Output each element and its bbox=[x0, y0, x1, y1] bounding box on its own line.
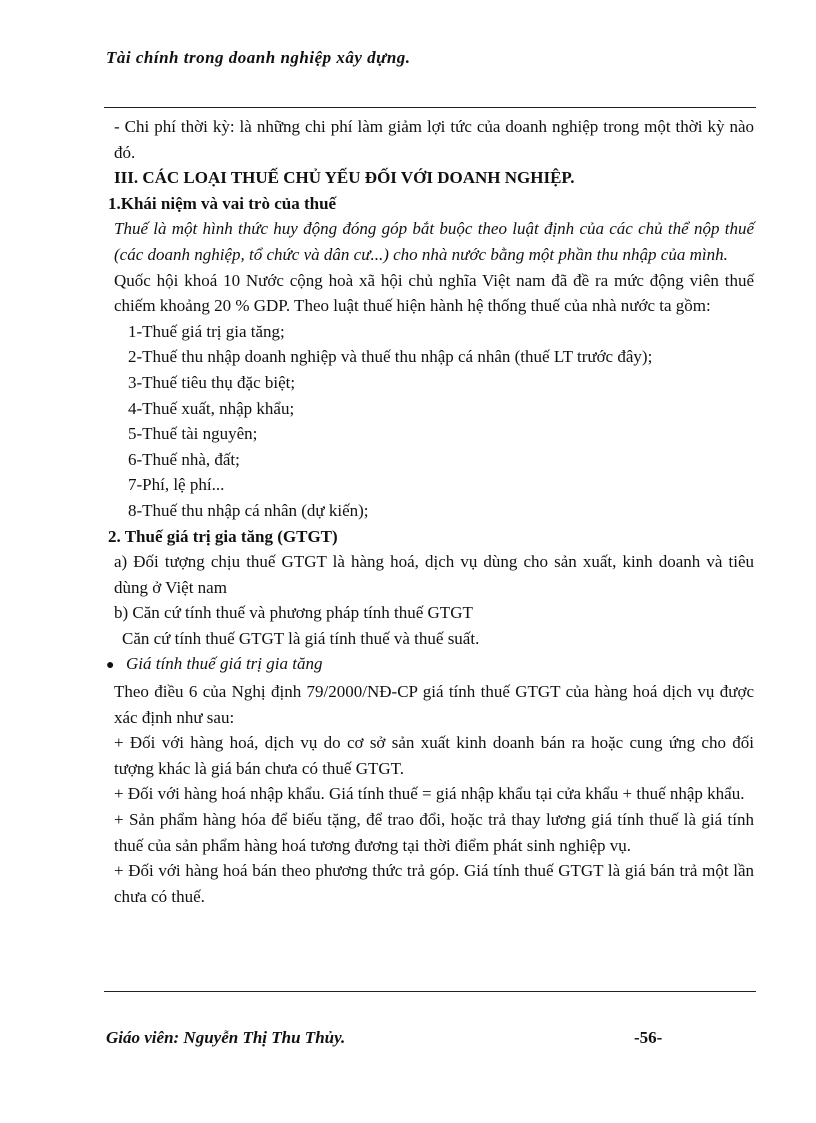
decree-paragraph: Theo điều 6 của Nghị định 79/2000/NĐ-CP giá tính thuế GTGT của hàng hoá dịch vụ được xác định như sau: bbox=[114, 682, 754, 727]
list-item: 4-Thuế xuất, nhập khẩu; bbox=[128, 398, 295, 418]
paragraph-a: a) Đối tượng chịu thuế GTGT là hàng hoá, dịch vụ dùng cho sản xuất, kinh doanh và tiêu dùng ở Việt nam bbox=[114, 552, 754, 597]
list-item: 3-Thuế tiêu thụ đặc biệt; bbox=[128, 372, 296, 392]
list-item: 8-Thuế thu nhập cá nhân (dự kiến); bbox=[128, 500, 369, 520]
list-item: 5-Thuế tài nguyên; bbox=[128, 424, 258, 444]
section-heading-iii: III. CÁC LOẠI THUẾ CHỦ YẾU ĐỐI VỚI DOANH NGHIỆP. bbox=[114, 168, 575, 188]
subheading-2: 2. Thuế giá trị gia tăng (GTGT) bbox=[108, 526, 338, 546]
tax-definition-paragraph: Thuế là một hình thức huy động đóng góp bắt buộc theo luật định của các chủ thể nộp thuế (các doanh nghiệp, tổ chức và dân cư...) cho nhà nước bằng một phần thu nhập của mình. bbox=[114, 219, 754, 264]
bullet-text: Giá tính thuế giá trị gia tăng bbox=[126, 654, 323, 674]
plus-item: + Đối với hàng hoá nhập khẩu. Giá tính thuế = giá nhập khẩu tại cửa khẩu + thuế nhập khẩu. bbox=[114, 784, 745, 804]
plus-item: + Sản phẩm hàng hóa để biếu tặng, để trao đổi, hoặc trả thay lương giá tính thuế là giá tính thuế của sản phẩm hàng hoá tương đương tại thời điểm phát sinh nghiệp vụ. bbox=[114, 810, 754, 855]
basis-paragraph: Căn cứ tính thuế GTGT là giá tính thuế và thuế suất. bbox=[122, 628, 480, 648]
list-item: 6-Thuế nhà, đất; bbox=[128, 449, 240, 469]
page-body bbox=[106, 114, 754, 909]
plus-item: + Đối với hàng hoá bán theo phương thức trả góp. Giá tính thuế GTGT là giá bán trả một lần chưa có thuế. bbox=[114, 861, 754, 906]
plus-item: + Đối với hàng hoá, dịch vụ do cơ sở sản xuất kinh doanh bán ra hoặc cung ứng cho đối tượng khác là giá bán chưa có thuế GTGT. bbox=[114, 733, 754, 778]
running-header: Tài chính trong doanh nghiệp xây dựng. bbox=[106, 48, 411, 67]
paragraph-b: b) Căn cứ tính thuế và phương pháp tính thuế GTGT bbox=[114, 603, 473, 623]
page-number: -56- bbox=[634, 1028, 663, 1047]
header-rule bbox=[104, 107, 756, 108]
bullet-dot-icon: ● bbox=[106, 658, 115, 674]
period-cost-paragraph: - Chi phí thời kỳ: là những chi phí làm giảm lợi tức của doanh nghiệp trong một thời kỳ nào đó. bbox=[114, 117, 754, 162]
bullet-item bbox=[106, 651, 754, 679]
list-item: 2-Thuế thu nhập doanh nghiệp và thuế thu nhập cá nhân (thuế LT trước đây); bbox=[128, 347, 653, 367]
footer-rule bbox=[104, 991, 756, 992]
teacher-name: Giáo viên: Nguyễn Thị Thu Thủy. bbox=[106, 1028, 346, 1047]
subheading-1: 1.Khái niệm và vai trò của thuế bbox=[108, 193, 337, 213]
list-item: 1-Thuế giá trị gia tăng; bbox=[128, 321, 285, 341]
list-item: 7-Phí, lệ phí... bbox=[128, 475, 225, 495]
tax-list bbox=[106, 319, 754, 524]
congress-paragraph: Quốc hội khoá 10 Nước cộng hoà xã hội chủ nghĩa Việt nam đã đề ra mức động viên thuế chiếm khoảng 20 % GDP. Theo luật thuế hiện hành hệ thống thuế của nhà nước ta gồm: bbox=[114, 270, 754, 316]
